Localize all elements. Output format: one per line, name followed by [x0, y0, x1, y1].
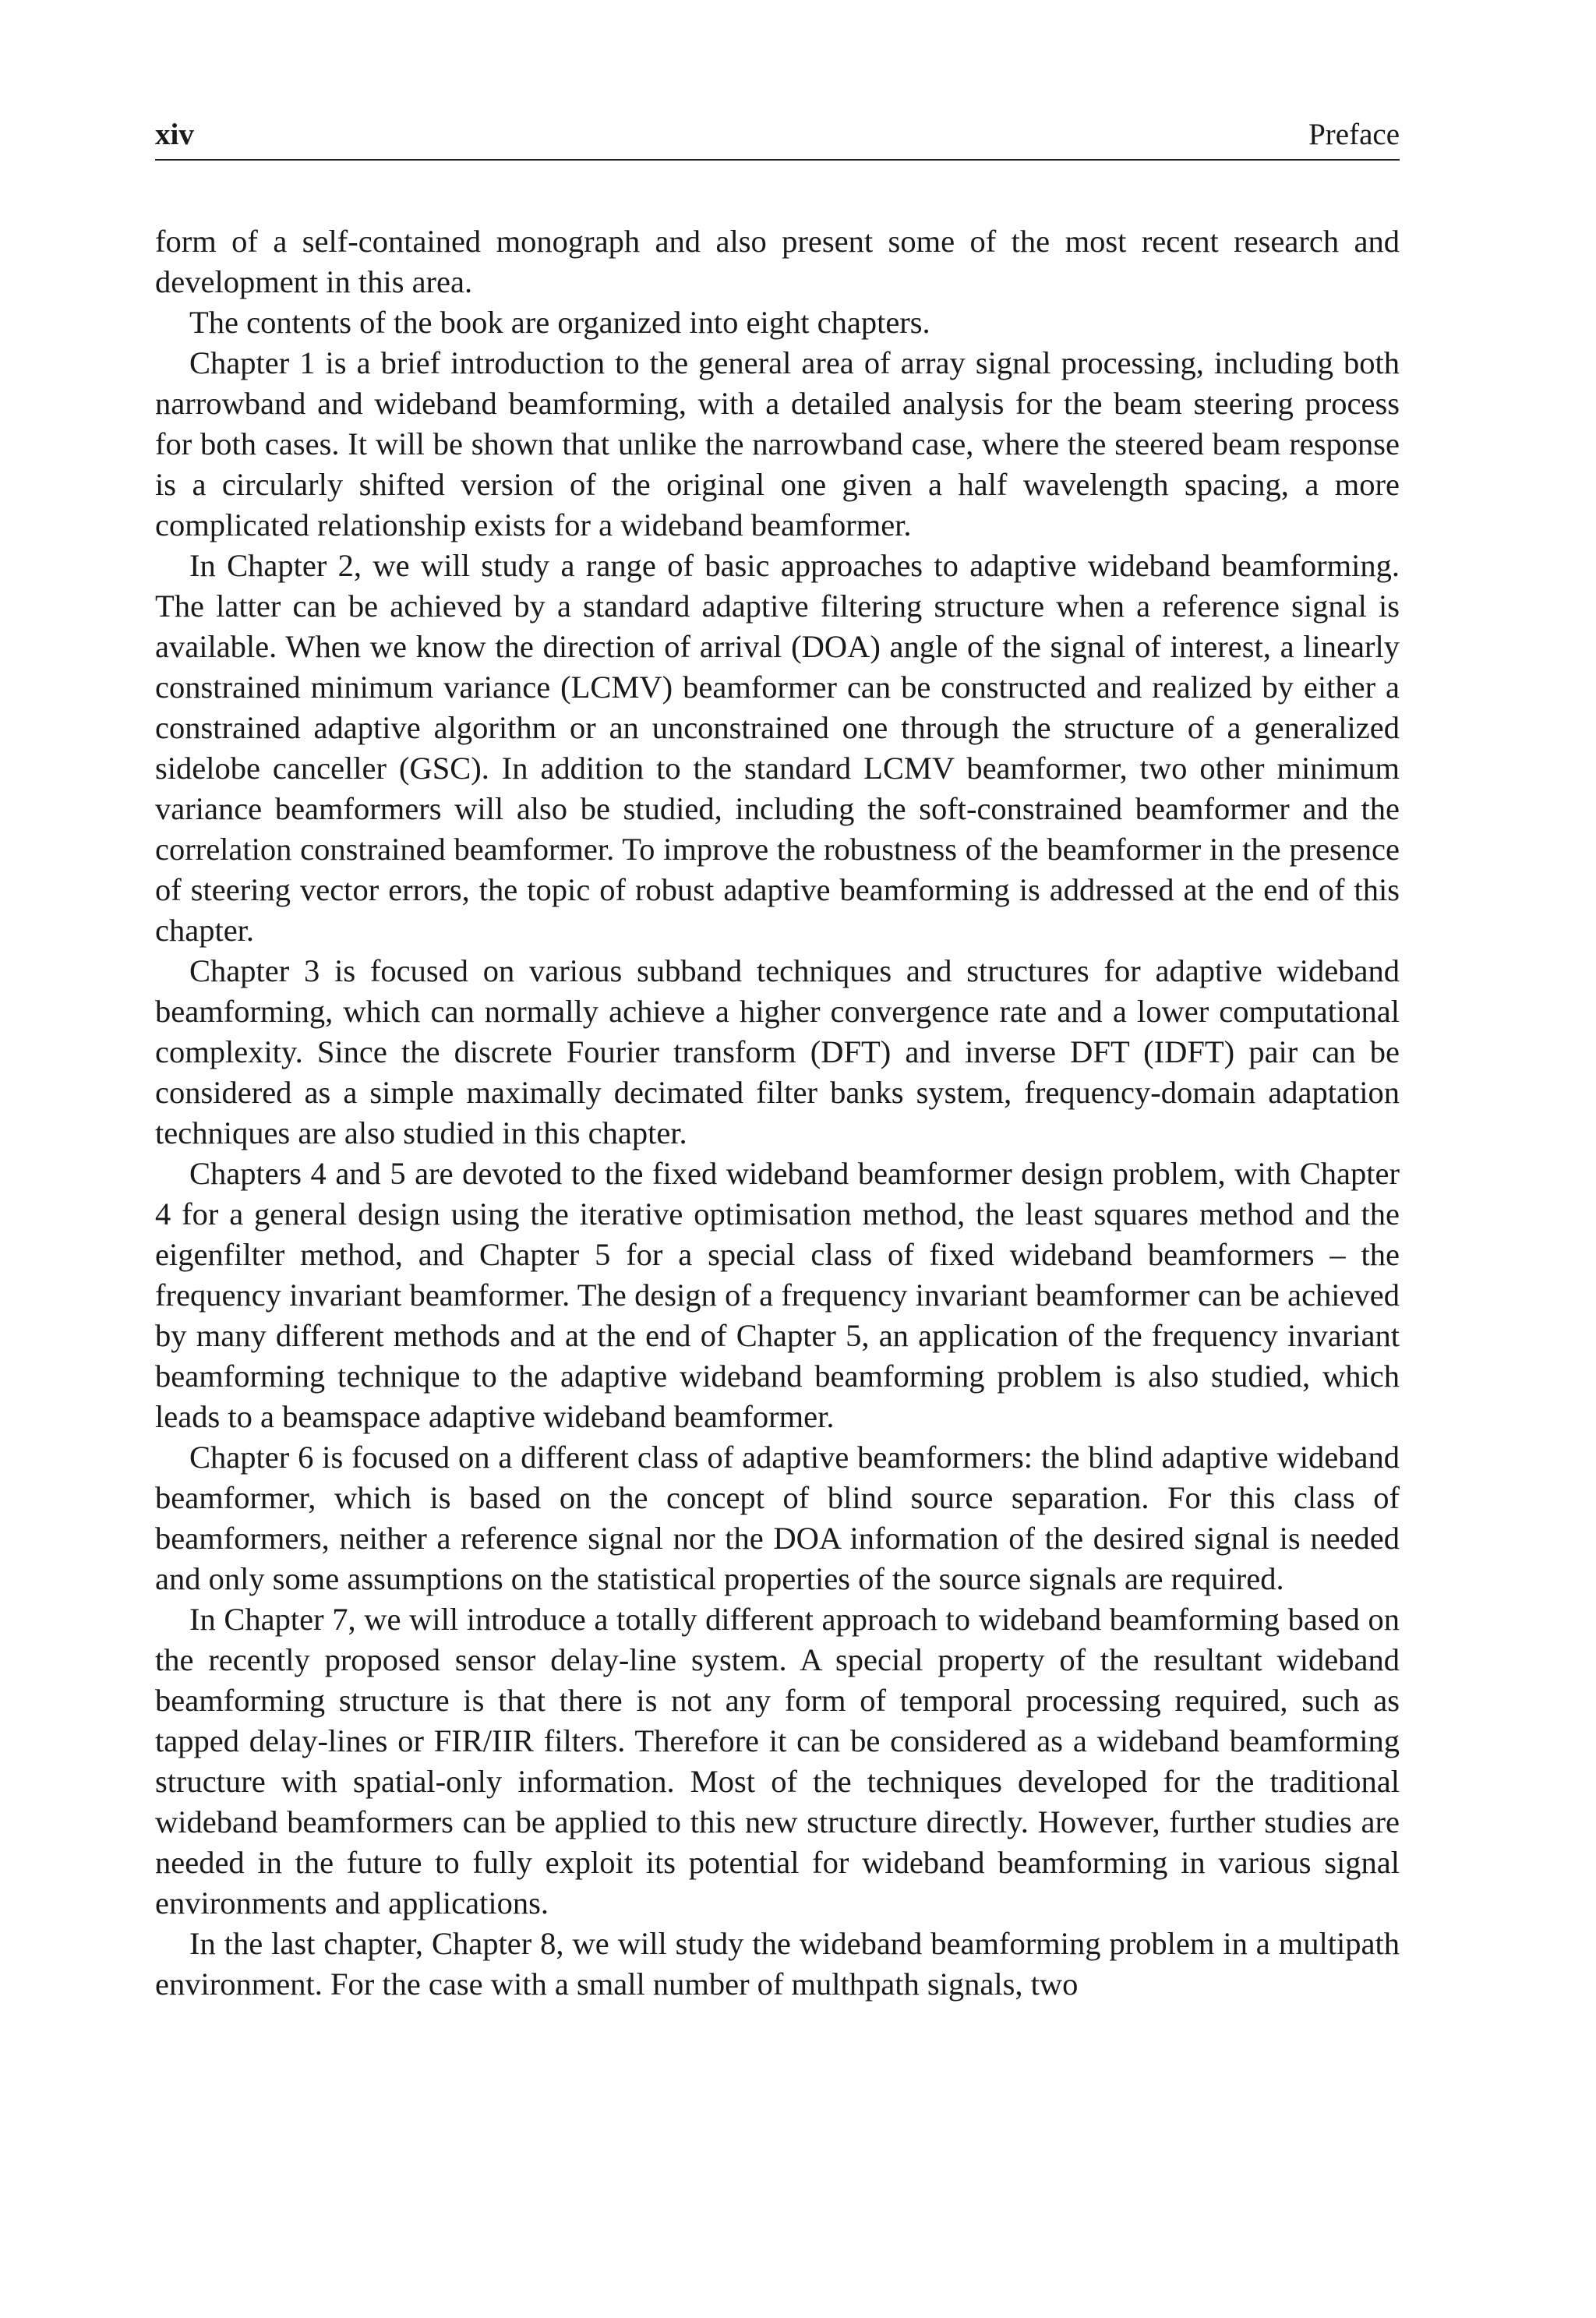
paragraph-chapter-2: In Chapter 2, we will study a range of basic approaches to adaptive wideband beamforming. The latter can be achieved by a standard adaptive filtering structure when a reference signal is available. When we know the direction of arrival (DOA) angle of the signal of interest, a linearly constrained minimum variance (LCMV) beamformer can be constructed and realized by either a constrained adaptive algorithm or an unconstrained one through the structure of a generalized sidelobe canceller (GSC). In addition to the standard LCMV beamformer, two other minimum variance beamformers will also be studied, including the soft-constrained beamformer and the correlation constrained beamformer. To improve the robustness of the beamformer in the presence of steering vector errors, the topic of robust adaptive beamforming is addressed at the end of this chapter.: [155, 548, 1400, 948]
running-title: Preface: [1308, 118, 1400, 151]
page-number: xiv: [155, 118, 194, 151]
paragraph-chapter-3: Chapter 3 is focused on various subband techniques and structures for adaptive wideband beamforming, which can normally achieve a higher convergence rate and a lower computational complexity. Since the discrete Fourier transform (DFT) and inverse DFT (IDFT) pair can be considered as a simple maximally decimated filter banks system, frequency-domain adaptation techniques are also studied in this chapter.: [155, 953, 1400, 1150]
paragraph-chapter-7: In Chapter 7, we will introduce a totally different approach to wideband beamforming based on the recently proposed sensor delay-line system. A special property of the resultant wideband beamforming structure is that there is not any form of temporal processing required, such as tapped delay-lines or FIR/IIR filters. Therefore it can be considered as a wideband beamforming structure with spatial-only information. Most of the techniques developed for the traditional wideband beamformers can be applied to this new structure directly. However, further studies are needed in the future to fully exploit its potential for wideband beamforming in various signal environments and applications.: [155, 1602, 1400, 1920]
paragraph-book-organization: The contents of the book are organized into eight chapters.: [189, 305, 930, 340]
running-header: [155, 115, 1400, 161]
paragraph-chapter-8: In the last chapter, Chapter 8, we will study the wideband beamforming problem in a multipath environment. For the case with a small number of multhpath signals, two: [155, 1926, 1400, 2002]
paragraph-continued: form of a self-contained monograph and also present some of the most recent research and development in this area.: [155, 224, 1400, 299]
paragraph-chapters-4-5: Chapters 4 and 5 are devoted to the fixed wideband beamformer design problem, with Chapter 4 for a general design using the iterative optimisation method, the least squares method and the eigenfilter method, and Chapter 5 for a special class of fixed wideband beamformers – the frequency invariant beamformer. The design of a frequency invariant beamformer can be achieved by many different methods and at the end of Chapter 5, an application of the frequency invariant beamforming technique to the adaptive wideband beamforming problem is also studied, which leads to a beamspace adaptive wideband beamformer.: [155, 1156, 1400, 1434]
paragraph-chapter-1: Chapter 1 is a brief introduction to the general area of array signal processing, including both narrowband and wideband beamforming, with a detailed analysis for the beam steering process for both cases. It will be shown that unlike the narrowband case, where the steered beam response is a circularly shifted version of the original one given a half wavelength spacing, a more complicated relationship exists for a wideband beamformer.: [155, 345, 1400, 542]
body-text: [155, 221, 1400, 2005]
paragraph-chapter-6: Chapter 6 is focused on a different class of adaptive beamformers: the blind adaptive wideband beamformer, which is based on the concept of blind source separation. For this class of beamformers, neither a reference signal nor the DOA information of the desired signal is needed and only some assumptions on the statistical properties of the source signals are required.: [155, 1440, 1400, 1596]
